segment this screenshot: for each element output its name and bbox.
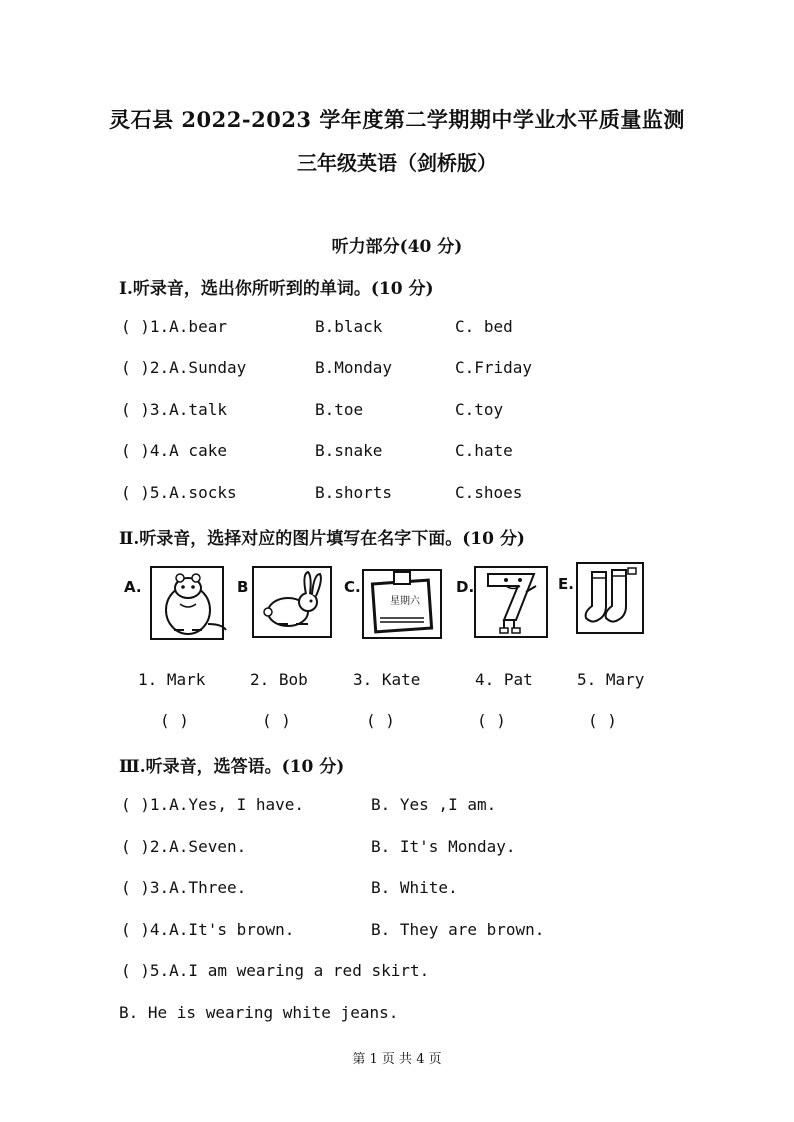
section1-question: ( )4.A cake (121, 441, 227, 460)
answer-blank: ( ) (366, 711, 395, 730)
section3-question: ( )1.A.Yes, I have. (121, 795, 305, 814)
picture-label-b: B (237, 578, 249, 596)
section3-question: ( )2.A.Seven. (121, 837, 247, 856)
section3-question: ( )4.A.It's brown. (121, 920, 295, 939)
answer-blank: ( ) (588, 711, 617, 730)
section1-option-b: B.toe (315, 400, 364, 419)
listening-part-heading: 听力部分(40 分) (331, 237, 463, 257)
section1-option-c: C. bed (455, 317, 513, 336)
section3-option-b: B. It's Monday. (371, 837, 516, 856)
section1-question: ( )3.A.talk (121, 400, 227, 419)
section1-option-b: B.snake (315, 441, 383, 460)
section3-extra-option: B. He is wearing white jeans. (119, 1003, 399, 1022)
hamster-icon (150, 566, 230, 642)
section1-question: ( )5.A.socks (121, 483, 237, 502)
picture-label-d: D. (456, 578, 475, 596)
section3-option-b: B. White. (371, 878, 458, 897)
answer-blank: ( ) (477, 711, 506, 730)
rabbit-icon (252, 566, 334, 640)
name-label: 3. Kate (353, 670, 421, 689)
socks-icon (576, 562, 648, 636)
section3-question: ( )5.A.I am wearing a red skirt. (121, 961, 430, 980)
name-label: 4. Pat (475, 670, 533, 689)
section1-option-c: C.shoes (455, 483, 523, 502)
number-seven-icon (474, 566, 554, 640)
section1-option-b: B.Monday (315, 358, 393, 377)
section1-option-b: B.black (315, 317, 383, 336)
calendar-saturday-icon (362, 566, 446, 642)
page-number: 第 1 页 共 4 页 (352, 1052, 442, 1067)
section1-option-b: B.shorts (315, 483, 393, 502)
picture-label-c: C. (344, 578, 361, 596)
page-title: 灵石县 2022-2023 学年度第二学期期中学业水平质量监测 (109, 107, 685, 132)
section3-heading: Ⅲ.听录音，选答语。(10 分) (119, 757, 345, 777)
section3-option-b: B. Yes ,I am. (371, 795, 497, 814)
section3-option-b: B. They are brown. (371, 920, 545, 939)
section2-heading: Ⅱ.听录音，选择对应的图片填写在名字下面。(10 分) (119, 529, 525, 549)
name-label: 5. Mary (577, 670, 645, 689)
section1-question: ( )1.A.bear (121, 317, 227, 336)
name-label: 2. Bob (250, 670, 308, 689)
section1-heading: Ⅰ.听录音，选出你所听到的单词。(10 分) (119, 279, 434, 299)
answer-blank: ( ) (262, 711, 291, 730)
section1-option-c: C.toy (455, 400, 504, 419)
page-subtitle: 三年级英语（剑桥版） (297, 151, 497, 175)
name-label: 1. Mark (138, 670, 206, 689)
answer-blank: ( ) (160, 711, 189, 730)
section1-question: ( )2.A.Sunday (121, 358, 247, 377)
picture-label-a: A. (124, 578, 142, 596)
section3-question: ( )3.A.Three. (121, 878, 247, 897)
section1-option-c: C.Friday (455, 358, 533, 377)
calendar-text: 星期六 (390, 596, 420, 607)
picture-label-e: E. (558, 575, 574, 593)
section1-option-c: C.hate (455, 441, 513, 460)
